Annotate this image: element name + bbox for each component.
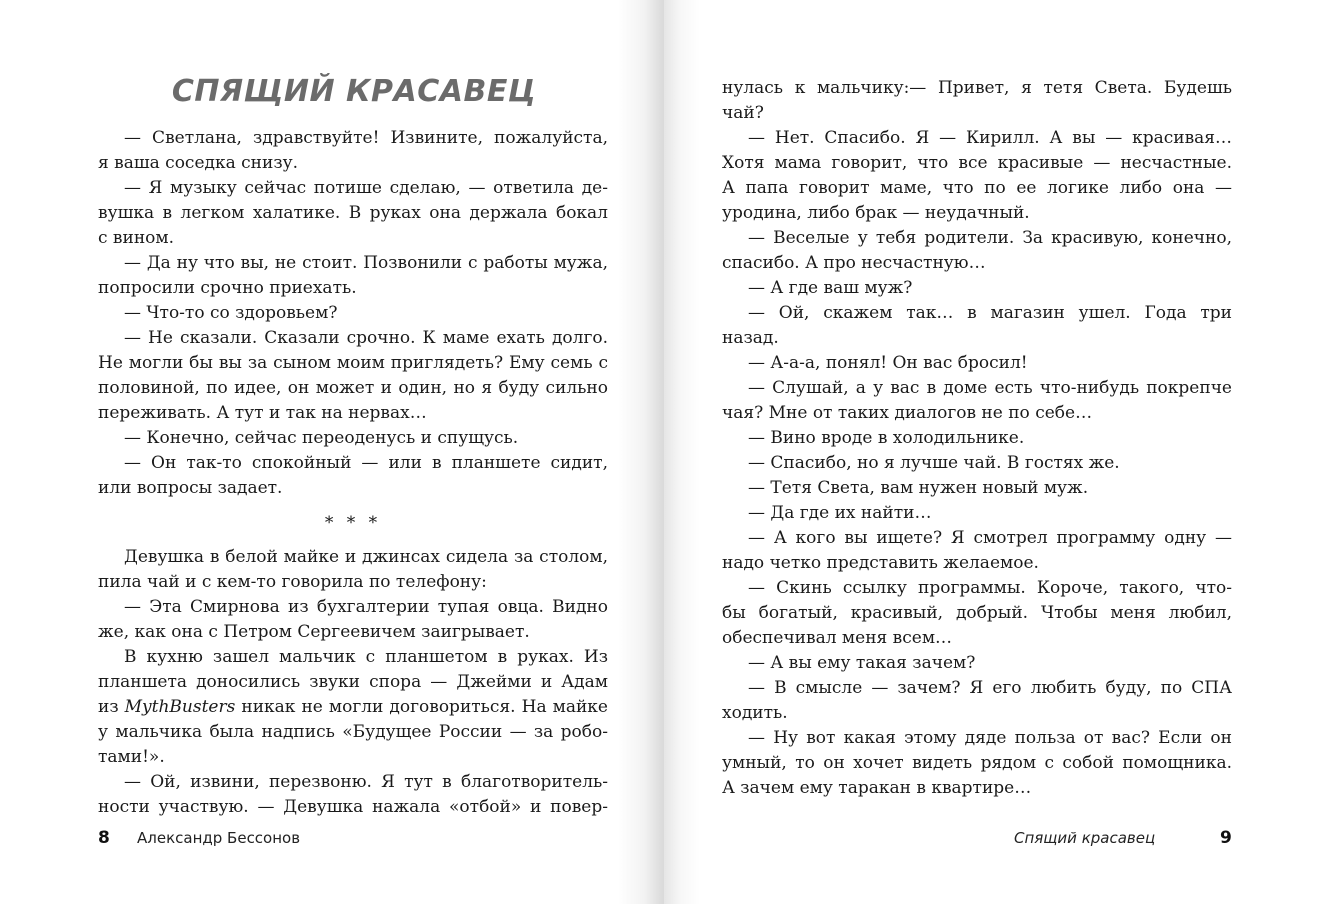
- text-line-content: А зачем ему таракан в квартире…: [722, 778, 1032, 798]
- text-line: [98, 376, 608, 401]
- text-line: [98, 476, 608, 501]
- text-line: [722, 251, 1232, 276]
- text-line: [722, 276, 1232, 301]
- section-separator: * * *: [324, 513, 382, 533]
- running-head-title: Спящий красавец: [1014, 829, 1156, 847]
- text-line-content: — Не сказали. Сказали срочно. К маме ехать долго.: [124, 328, 608, 348]
- text-line-content: — В смысле — зачем? Я его любить буду, по СПА: [748, 678, 1232, 698]
- text-line-content: чая? Мне от таких диалогов не по себе…: [722, 403, 1093, 423]
- text-line-content: я ваша соседка снизу.: [98, 153, 299, 173]
- text-line-content: надо четко представить желаемое.: [722, 553, 1039, 573]
- text-line: [98, 251, 608, 276]
- text-line: [98, 426, 608, 451]
- text-line: [98, 451, 608, 476]
- text-line: [98, 570, 608, 595]
- text-line: [722, 351, 1232, 376]
- text-line-content: переживать. А тут и так на нервах…: [98, 403, 427, 423]
- left-page: [0, 0, 664, 904]
- text-line: [722, 701, 1232, 726]
- text-line-content: — Я музыку сейчас потише сделаю, — ответила де-: [124, 178, 608, 198]
- text-line-content: чай?: [722, 103, 764, 123]
- text-line: [98, 695, 608, 720]
- text-line-content: — А кого вы ищете? Я смотрел программу одну —: [748, 528, 1232, 548]
- text-line: [722, 551, 1232, 576]
- text-line: [98, 176, 608, 201]
- text-line: [98, 276, 608, 301]
- text-line: [722, 601, 1232, 626]
- text-line-content: тами!».: [98, 747, 165, 767]
- text-line: [722, 401, 1232, 426]
- text-line: [98, 351, 608, 376]
- text-line: [722, 151, 1232, 176]
- text-line-content: — Он так-то спокойный — или в планшете сидит,: [124, 453, 608, 473]
- text-line: [98, 620, 608, 645]
- left-page-body: [98, 126, 608, 820]
- text-line-content: — Ой, скажем так… в магазин ушел. Года три: [748, 303, 1232, 323]
- text-line-content: бы богатый, красивый, добрый. Чтобы меня любил,: [722, 603, 1232, 623]
- page-number-left: 8: [98, 828, 110, 848]
- text-line-content: обеспечивал меня всем…: [722, 628, 953, 648]
- text-line-content: половиной, по идее, он может и один, но я буду сильно: [98, 378, 608, 398]
- text-line-content: — Эта Смирнова из бухгалтерии тупая овца. Видно: [124, 597, 608, 617]
- text-line: [722, 326, 1232, 351]
- text-line: [722, 426, 1232, 451]
- text-line-content: — Спасибо, но я лучше чай. В гостях же.: [748, 453, 1120, 473]
- text-line: [722, 76, 1232, 101]
- text-line: [722, 226, 1232, 251]
- text-line: [722, 626, 1232, 651]
- text-line: [722, 501, 1232, 526]
- text-line: [98, 745, 608, 770]
- text-line-content: уродина, либо брак — неудачный.: [722, 203, 1030, 223]
- text-line: [722, 726, 1232, 751]
- text-line: [722, 376, 1232, 401]
- text-line: [98, 645, 608, 670]
- text-line: [98, 126, 608, 151]
- text-line: [722, 776, 1232, 801]
- gutter-shadow-right: [664, 0, 700, 904]
- text-line: [722, 576, 1232, 601]
- text-line: [722, 751, 1232, 776]
- text-line-content: — Слушай, а у вас в доме есть что-нибудь покрепче: [748, 378, 1232, 398]
- text-line: [98, 401, 608, 426]
- text-line-content: А папа говорит маме, что по ее логике либо она —: [722, 178, 1232, 198]
- gutter-shadow: [618, 0, 666, 904]
- text-line-content: Не могли бы вы за сыном моим приглядеть? Ему семь с: [98, 353, 608, 373]
- text-line-content: спасибо. А про несчастную…: [722, 253, 986, 273]
- text-line-content: — Да ну что вы, не стоит. Позвонили с работы мужа,: [124, 253, 608, 273]
- text-line-content: или вопросы задает.: [98, 478, 283, 498]
- text-line-content: — А-а-а, понял! Он вас бросил!: [748, 353, 1028, 373]
- text-line-content: — Ой, извини, перезвоню. Я тут в благотворитель-: [124, 772, 608, 792]
- text-line: [98, 545, 608, 570]
- text-line-content: попросили срочно приехать.: [98, 278, 357, 298]
- text-line-content: вушка в легком халатике. В руках она держала бокал: [98, 203, 608, 223]
- text-line-content: — Что-то со здоровьем?: [124, 303, 338, 323]
- text-line-content: с вином.: [98, 228, 175, 248]
- text-line-content: — А вы ему такая зачем?: [748, 653, 976, 673]
- text-line: [98, 201, 608, 226]
- text-line: [98, 795, 608, 820]
- text-line-content: — Вино вроде в холодильнике.: [748, 428, 1025, 448]
- text-line-content: из MythBusters никак не могли договориться. На майке: [98, 697, 608, 717]
- right-page: [664, 0, 1333, 904]
- text-line-content: ходить.: [722, 703, 788, 723]
- text-line: [98, 720, 608, 745]
- text-line-content: планшета доносились звуки спора — Джейми и Адам: [98, 672, 608, 692]
- text-line-content: назад.: [722, 328, 779, 348]
- running-head-author: Александр Бессонов: [137, 829, 301, 847]
- text-line: [722, 101, 1232, 126]
- right-page-body: [722, 76, 1232, 801]
- text-line: [98, 326, 608, 351]
- text-line: [98, 595, 608, 620]
- text-line-content: Хотя мама говорит, что все красивые — несчастные.: [722, 153, 1232, 173]
- text-line-content: — Светлана, здравствуйте! Извините, пожалуйста,: [124, 128, 608, 148]
- page-number-right: 9: [1220, 828, 1232, 848]
- text-line-content: Девушка в белой майке и джинсах сидела за столом,: [124, 547, 608, 567]
- text-line-content: — Скинь ссылку программы. Короче, такого, что-: [748, 578, 1232, 598]
- show-title: MythBusters: [124, 697, 236, 717]
- text-line: [98, 151, 608, 176]
- text-line: [98, 226, 608, 251]
- text-line: [722, 526, 1232, 551]
- text-line-content: — А где ваш муж?: [748, 278, 913, 298]
- text-line-content: — Веселые у тебя родители. За красивую, конечно,: [748, 228, 1232, 248]
- text-line-content: — Ну вот какая этому дяде польза от вас? Если он: [748, 728, 1232, 748]
- text-line: [722, 676, 1232, 701]
- text-line-content: пила чай и с кем-то говорила по телефону:: [98, 572, 487, 592]
- text-line: [722, 301, 1232, 326]
- text-line: [98, 770, 608, 795]
- text-line-content: В кухню зашел мальчик с планшетом в руках. Из: [124, 647, 608, 667]
- text-line-content: — Да где их найти…: [748, 503, 932, 523]
- text-line-content: нулась к мальчику:— Привет, я тетя Света. Будешь: [722, 78, 1232, 98]
- text-line-content: у мальчика была надпись «Будущее России — за робо-: [98, 722, 608, 742]
- text-line-content: — Конечно, сейчас переоденусь и спущусь.: [124, 428, 519, 448]
- chapter-title: СПЯЩИЙ КРАСАВЕЦ: [171, 74, 537, 109]
- text-line-content: же, как она с Петром Сергеевичем заигрывает.: [98, 622, 530, 642]
- text-line: [722, 176, 1232, 201]
- text-line: [722, 451, 1232, 476]
- text-line-content: умный, то он хочет видеть рядом с собой помощника.: [722, 753, 1232, 773]
- text-line-content: ности участвую. — Девушка нажала «отбой» и повер-: [98, 797, 608, 817]
- text-line: [722, 476, 1232, 501]
- text-line-content: — Нет. Спасибо. Я — Кирилл. А вы — красивая…: [748, 128, 1232, 148]
- text-line: [722, 126, 1232, 151]
- text-line: [722, 651, 1232, 676]
- text-line: [98, 670, 608, 695]
- text-line: [722, 201, 1232, 226]
- text-line-content: — Тетя Света, вам нужен новый муж.: [748, 478, 1089, 498]
- text-line: [98, 301, 608, 326]
